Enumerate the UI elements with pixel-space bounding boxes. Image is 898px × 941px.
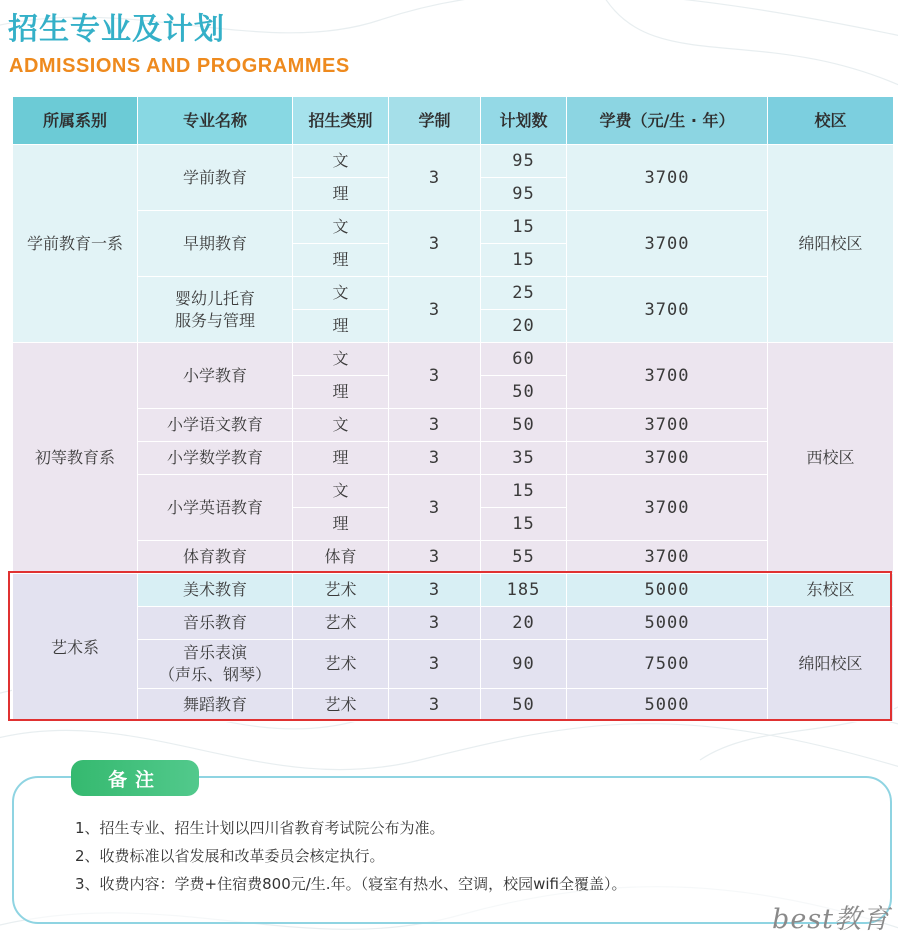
years-cell: 3 — [389, 541, 481, 574]
header-fee: 学费（元/生 · 年） — [567, 97, 768, 145]
table-row — [13, 541, 894, 574]
years-cell: 3 — [389, 689, 481, 722]
category-cell: 理 — [293, 244, 389, 277]
major-cell: 音乐教育 — [138, 607, 293, 640]
plan-cell: 35 — [481, 442, 567, 475]
notes-label: 备注 — [71, 760, 199, 796]
table-row — [13, 475, 894, 508]
table-row — [13, 277, 894, 310]
group-primary — [13, 343, 894, 574]
fee-cell: 3700 — [567, 475, 768, 541]
years-cell: 3 — [389, 211, 481, 277]
note-item: 1、招生专业、招生计划以四川省教育考试院公布为准。 — [75, 819, 445, 837]
header-years: 学制 — [389, 97, 481, 145]
major-line-1: 婴幼儿托育 — [174, 288, 255, 308]
page-subtitle: ADMISSIONS AND PROGRAMMES — [9, 55, 350, 77]
table-row — [13, 442, 894, 475]
major-cell — [138, 277, 293, 343]
table-row — [13, 409, 894, 442]
group-preschool — [13, 145, 894, 343]
category-cell: 文 — [293, 409, 389, 442]
major-line-1: 音乐表演 — [182, 643, 247, 662]
years-cell: 3 — [389, 442, 481, 475]
plan-cell: 90 — [481, 640, 567, 689]
years-cell: 3 — [389, 640, 481, 689]
category-cell: 文 — [293, 211, 389, 244]
header-plan: 计划数 — [481, 97, 567, 145]
watermark: best教育 — [772, 904, 890, 935]
plan-cell: 55 — [481, 541, 567, 574]
major-cell: 学前教育 — [138, 145, 293, 211]
years-cell: 3 — [389, 574, 481, 607]
plan-cell: 60 — [481, 343, 567, 376]
plan-cell: 50 — [481, 409, 567, 442]
fee-cell: 5000 — [567, 689, 768, 722]
category-cell: 文 — [293, 277, 389, 310]
plan-cell: 15 — [481, 211, 567, 244]
page-title: 招生专业及计划 — [8, 12, 225, 47]
table-row — [13, 211, 894, 244]
header-major: 专业名称 — [138, 97, 293, 145]
dept-cell: 艺术系 — [13, 574, 138, 722]
fee-cell: 7500 — [567, 640, 768, 689]
campus-cell: 绵阳校区 — [768, 607, 894, 722]
major-cell: 小学数学教育 — [138, 442, 293, 475]
campus-cell: 绵阳校区 — [768, 145, 894, 343]
years-cell: 3 — [389, 343, 481, 409]
category-cell: 体育 — [293, 541, 389, 574]
major-cell: 体育教育 — [138, 541, 293, 574]
years-cell: 3 — [389, 607, 481, 640]
category-cell: 艺术 — [293, 640, 389, 689]
category-cell: 文 — [293, 343, 389, 376]
plan-cell: 15 — [481, 475, 567, 508]
table-row — [13, 145, 894, 178]
years-cell: 3 — [389, 409, 481, 442]
major-cell: 小学英语教育 — [138, 475, 293, 541]
arts-highlight-frame — [8, 571, 892, 721]
major-line-2: 服务与管理 — [174, 310, 255, 330]
plan-cell: 20 — [481, 607, 567, 640]
dept-cell: 学前教育一系 — [13, 145, 138, 343]
major-cell: 小学语文教育 — [138, 409, 293, 442]
header-campus: 校区 — [768, 97, 894, 145]
fee-cell: 3700 — [567, 145, 768, 211]
major-cell: 早期教育 — [138, 211, 293, 277]
major-cell: 舞蹈教育 — [138, 689, 293, 722]
years-cell: 3 — [389, 277, 481, 343]
campus-cell: 东校区 — [768, 574, 894, 607]
plan-cell: 15 — [481, 508, 567, 541]
header-category: 招生类别 — [293, 97, 389, 145]
major-cell: 小学教育 — [138, 343, 293, 409]
notes-list — [75, 814, 626, 898]
category-cell: 文 — [293, 145, 389, 178]
plan-cell: 50 — [481, 689, 567, 722]
fee-cell: 5000 — [567, 607, 768, 640]
category-cell: 理 — [293, 508, 389, 541]
fee-cell: 3700 — [567, 343, 768, 409]
fee-cell: 3700 — [567, 541, 768, 574]
category-cell: 艺术 — [293, 574, 389, 607]
table-header-row — [13, 97, 894, 145]
plan-cell: 50 — [481, 376, 567, 409]
fee-cell: 5000 — [567, 574, 768, 607]
category-cell: 理 — [293, 376, 389, 409]
note-item: 3、收费内容：学费+住宿费800元/生.年。（寝室有热水、空调，校园wifi全覆盖）。 — [75, 875, 627, 893]
plan-cell: 95 — [481, 178, 567, 211]
header-dept: 所属系别 — [13, 97, 138, 145]
table-row — [13, 343, 894, 376]
fee-cell: 3700 — [567, 442, 768, 475]
years-cell: 3 — [389, 145, 481, 211]
fee-cell: 3700 — [567, 211, 768, 277]
category-cell: 艺术 — [293, 607, 389, 640]
years-cell: 3 — [389, 475, 481, 541]
category-cell: 艺术 — [293, 689, 389, 722]
plan-cell: 20 — [481, 310, 567, 343]
category-cell: 理 — [293, 442, 389, 475]
fee-cell: 3700 — [567, 409, 768, 442]
major-cell: 美术教育 — [138, 574, 293, 607]
plan-cell: 95 — [481, 145, 567, 178]
dept-cell: 初等教育系 — [13, 343, 138, 574]
fee-cell: 3700 — [567, 277, 768, 343]
plan-cell: 25 — [481, 277, 567, 310]
category-cell: 理 — [293, 310, 389, 343]
note-item: 2、收费标准以省发展和改革委员会核定执行。 — [75, 847, 385, 865]
plan-cell: 185 — [481, 574, 567, 607]
plan-cell: 15 — [481, 244, 567, 277]
campus-cell: 西校区 — [768, 343, 894, 574]
major-line-2: （声乐、钢琴） — [158, 665, 271, 684]
category-cell: 文 — [293, 475, 389, 508]
category-cell: 理 — [293, 178, 389, 211]
